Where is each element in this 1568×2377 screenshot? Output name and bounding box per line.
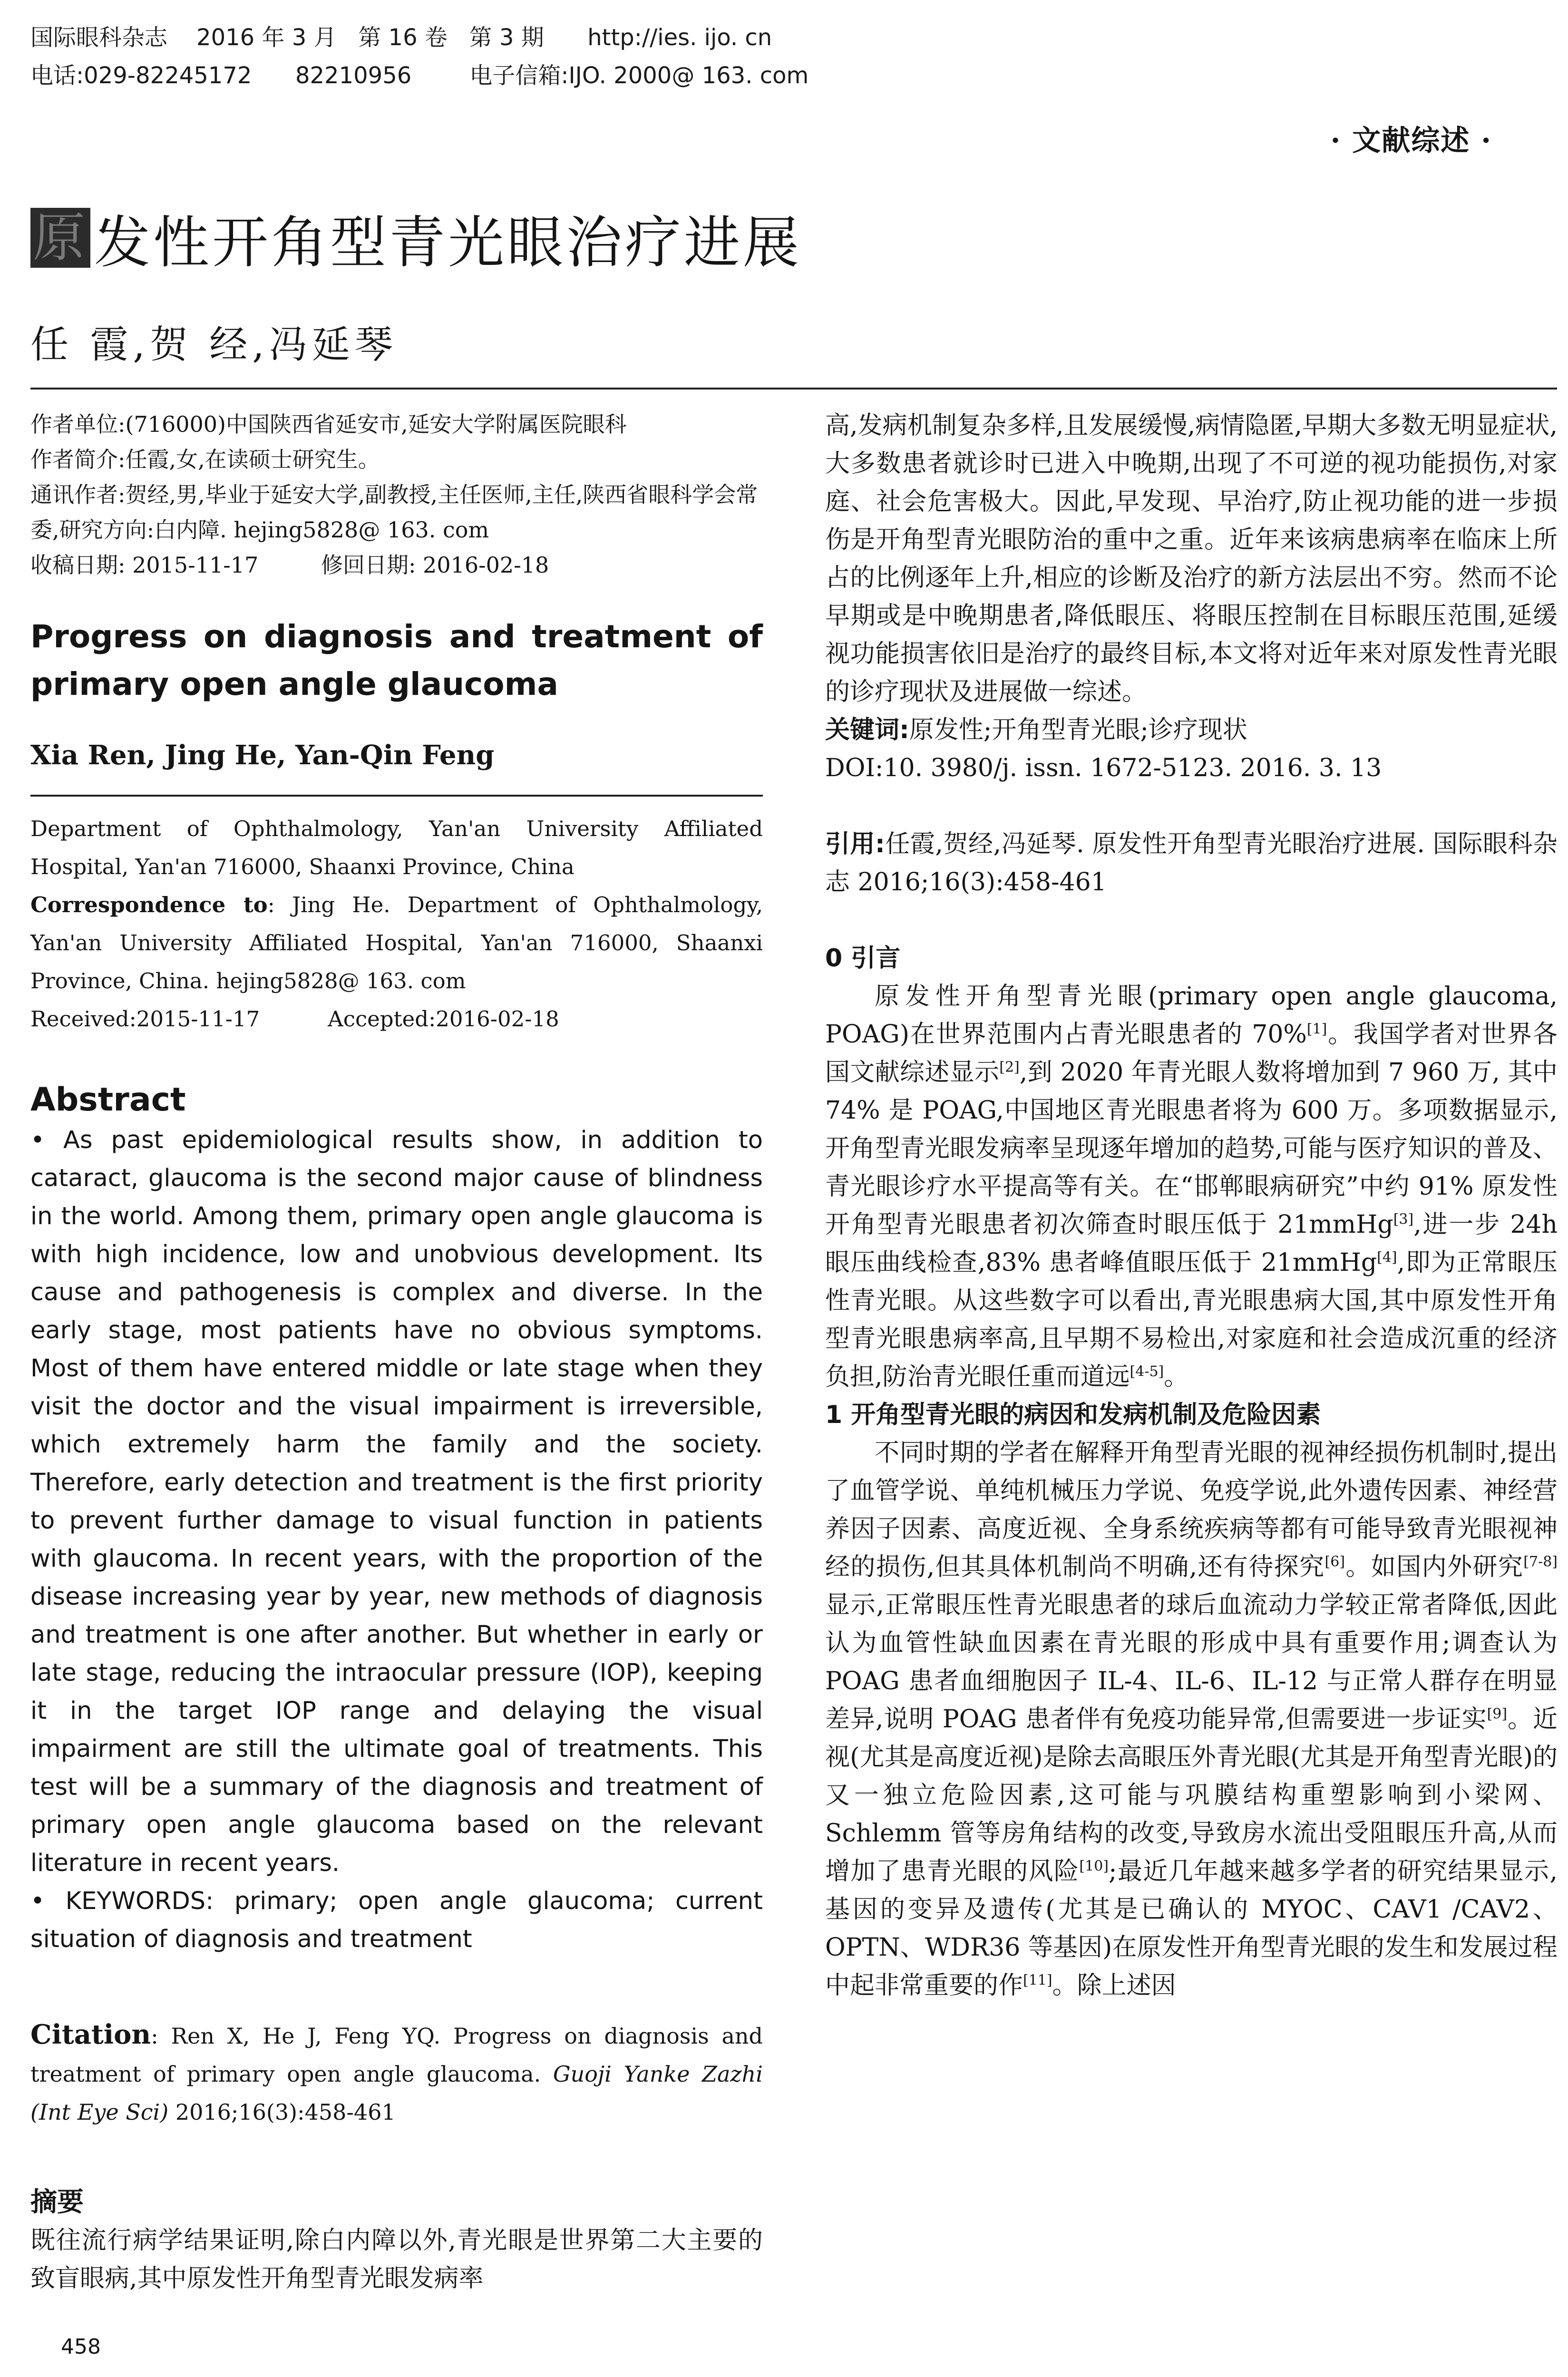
- intro-heading: 0 引言: [825, 944, 901, 973]
- cn-citation-label: 引用:: [825, 830, 885, 858]
- doi: DOI:10. 3980/j. issn. 1672-5123. 2016. 3. 13: [825, 754, 1382, 782]
- title-text: 发性开角型青光眼治疗进展: [94, 210, 802, 275]
- abstract-keywords: • KEYWORDS: primary; open angle glaucoma; current situation of diagnosis and treatment: [30, 1887, 763, 1953]
- intro-paragraph: [825, 977, 1558, 1396]
- section-tag: · 文献综述 ·: [1330, 124, 1492, 157]
- journal-header-line1: 国际眼科杂志 2016 年 3 月 第 16 卷 第 3 期 http://ies. ijo. cn: [30, 24, 772, 51]
- citation-journal: Guoji Yanke Zazhi (Int Eye Sci): [30, 2061, 763, 2125]
- page-number: 458: [61, 2335, 101, 2359]
- cn-keywords-label: 关键词:: [825, 716, 909, 744]
- cn-citation-text: 任霞,贺经,冯延琴. 原发性开角型青光眼治疗进展. 国际眼科杂志 2016;16(3):458-461: [825, 830, 1558, 896]
- author-unit: 作者单位:(716000)中国陕西省延安市,延安大学附属医院眼科: [30, 411, 627, 437]
- ref-9: [9]: [1487, 1705, 1508, 1723]
- ref-7-8: [7-8]: [1523, 1553, 1558, 1570]
- english-authors: Xia Ren, Jing He, Yan-Qin Feng: [30, 740, 495, 771]
- s1-text-b: 。如国内外研究: [1345, 1553, 1524, 1581]
- ref-4: [4]: [1377, 1249, 1397, 1266]
- citation-label: Citation: [30, 2019, 151, 2050]
- abstract-body: • As past epidemiological results show, in addition to cataract, glaucoma is the second major cause of blindness in the world. Among them, primary open angle glaucoma is with high incidence, low and unobvious development. Its cause and pathogenesis is complex and diverse. In the early stage, most patients have no obvious symptoms. Most of them have entered middle or late stage when they visit the doctor and the visual impairment is irreversible, which extremely harm the family and the society. Therefore, early detection and treatment is the first priority to prevent further damage to visual function in patients with glaucoma. In recent years, with the proportion of the disease increasing year by year, new methods of diagnosis and treatment is one after another. But whether in early or late stage, reducing the intraocular pressure (IOP), keeping it in the target IOP range and delaying the visual impairment are still the ultimate goal of treatments. This test will be a summary of the diagnosis and treatment of primary open angle glaucoma based on the relevant literature in recent years.: [30, 1126, 763, 1877]
- citation-text-a: : Ren X, He J, Feng YQ. Progress on diagnosis and treatment of primary open angle glaucoma.: [30, 2023, 763, 2087]
- received-accepted-en: Received:2015-11-17 Accepted:2016-02-18: [30, 1006, 559, 1032]
- s1-text-f: 。除上述因: [1052, 1971, 1176, 2000]
- citation-en: [30, 2016, 763, 2131]
- intro-text-d: ,进一步 24h 眼压曲线检查,83% 患者峰值眼压低于 21mmHg: [825, 1210, 1558, 1277]
- authors-cn: 任 霞,贺 经,冯延琴: [30, 322, 398, 367]
- right-column: [825, 407, 1558, 2005]
- ref-10: [10]: [1079, 1858, 1109, 1875]
- ref-4-5: [4-5]: [1130, 1363, 1164, 1380]
- title-drop-cap: 原: [30, 208, 90, 268]
- intro-text-e: ,即为正常眼压性青光眼。从这些数字可以看出,青光眼患病大国,其中原发性开角型青光眼患病率高,且早期不易检出,对家庭和社会造成沉重的经济负担,防治青光眼任重而道远: [825, 1248, 1558, 1391]
- journal-header-line2: 电话:029-82245172 82210956 电子信箱:IJO. 2000@ 163. com: [30, 62, 809, 89]
- correspondence-text: : Jing He. Department of Ophthalmology, Yan'an University Affiliated Hospital, Yan'an 716000, Shaanxi Province, China. hejing5828@ 163. com: [30, 892, 763, 994]
- intro-text-c: ,到 2020 年青光眼人数将增加到 7 960 万, 其中 74% 是 POAG,中国地区青光眼患者将为 600 万。多项数据显示,开角型青光眼发病率呈现逐年增加的趋势,可能与医疗知识的普及、青光眼诊疗水平提高等有关。在“邯郸眼病研究”中约 91% 原发性开角型青光眼患者初次筛查时眼压低于 21mmHg: [825, 1058, 1558, 1239]
- cn-abstract-heading: 摘要: [30, 2187, 84, 2218]
- abstract-heading: Abstract: [30, 1081, 186, 1119]
- author-bio: 作者简介:任霞,女,在读硕士研究生。: [30, 447, 380, 472]
- section1-paragraph: [825, 1434, 1558, 2005]
- english-title: Progress on diagnosis and treatment of primary open angle glaucoma: [30, 618, 763, 702]
- correspondence-label: Correspondence to: [30, 892, 268, 917]
- cn-abstract-right: 高,发病机制复杂多样,且发展缓慢,病情隐匿,早期大多数无明显症状,大多数患者就诊时已进入中晚期,出现了不可逆的视功能损伤,对家庭、社会危害极大。因此,早发现、早治疗,防止视功能的进一步损伤是开角型青光眼防治的重中之重。近年来该病患病率在临床上所占的比例逐年上升,相应的诊断及治疗的新方法层出不穷。然而不论早期或是中晚期患者,降低眼压、将眼压控制在目标眼压范围,延缓视功能损害依旧是治疗的最终目标,本文将对近年来对原发性青光眼的诊疗现状及进展做一综述。: [825, 411, 1558, 706]
- intro-text-f: 。: [1164, 1363, 1189, 1391]
- s1-text-d: 。近视(尤其是高度近视)是除去高眼压外青光眼(尤其是开角型青光眼)的又一独立危险因素,这可能与巩膜结构重塑影响到小梁网、Schlemm 管等房角结构的改变,导致房水流出受阻眼压升高,从而增加了患青光眼的风险: [825, 1705, 1558, 1886]
- s1-text-e: ;最近几年越来越多学者的研究结果显示,基因的变异及遗传(尤其是已确认的 MYOC、CAV1 /CAV2、OPTN、WDR36 等基因)在原发性开角型青光眼的发生和发展过程中起非常重要的作: [825, 1857, 1558, 2000]
- ref-3: [3]: [1393, 1211, 1414, 1228]
- cn-keywords: [825, 711, 1558, 749]
- ref-1: [1]: [1306, 1021, 1327, 1038]
- header-divider: [30, 388, 1557, 390]
- ref-2: [2]: [999, 1059, 1020, 1076]
- cn-abstract-left: 既往流行病学结果证明,除白内障以外,青光眼是世界第二大主要的致盲眼病,其中原发性开角型青光眼发病率: [30, 2226, 763, 2293]
- ref-6: [6]: [1325, 1553, 1345, 1570]
- affiliation-en: Department of Ophthalmology, Yan'an University Affiliated Hospital, Yan'an 716000, Shaanxi Province, China: [30, 816, 763, 879]
- left-column: [30, 407, 763, 2298]
- ref-11: [11]: [1023, 1972, 1052, 1989]
- s1-text-a: 不同时期的学者在解释开角型青光眼的视神经损伤机制时,提出了血管学说、单纯机械压力学说、免疫学说,此外遗传因素、神经营养因子因素、高度近视、全身系统疾病等都有可能导致青光眼视神经的损伤,但其具体机制尚不明确,还有待探究: [825, 1439, 1558, 1581]
- corresponding-author: 通讯作者:贺经,男,毕业于延安大学,副教授,主任医师,主任,陕西省眼科学会常委,研究方向:白内障. hejing5828@ 163. com: [30, 482, 758, 543]
- cn-citation: [825, 825, 1558, 901]
- cn-keywords-text: 原发性;开角型青光眼;诊疗现状: [909, 716, 1247, 744]
- page-title: [30, 197, 802, 278]
- citation-text-b: 2016;16(3):458-461: [168, 2099, 396, 2125]
- received-dates-cn: 收稿日期: 2015-11-17 修回日期: 2016-02-18: [30, 552, 549, 578]
- authors-divider: [30, 795, 763, 797]
- intro-text-b: 。我国学者对世界各国文献综述显示: [825, 1020, 1558, 1087]
- correspondence-en: [30, 886, 763, 1000]
- intro-text-a: 原发性开角型青光眼(primary open angle glaucoma, POAG)在世界范围内占青光眼患者的 70%: [825, 982, 1558, 1049]
- s1-text-c: 显示,正常眼压性青光眼患者的球后血流动力学较正常者降低,因此认为血管性缺血因素在青光眼的形成中具有重要作用;调查认为 POAG 患者血细胞因子 IL-4、IL-6、IL-12 与正常人群存在明显差异,说明 POAG 患者伴有免疫功能异常,但需要进一步证实: [825, 1591, 1558, 1734]
- section1-heading: 1 开角型青光眼的病因和发病机制及危险因素: [825, 1401, 1321, 1429]
